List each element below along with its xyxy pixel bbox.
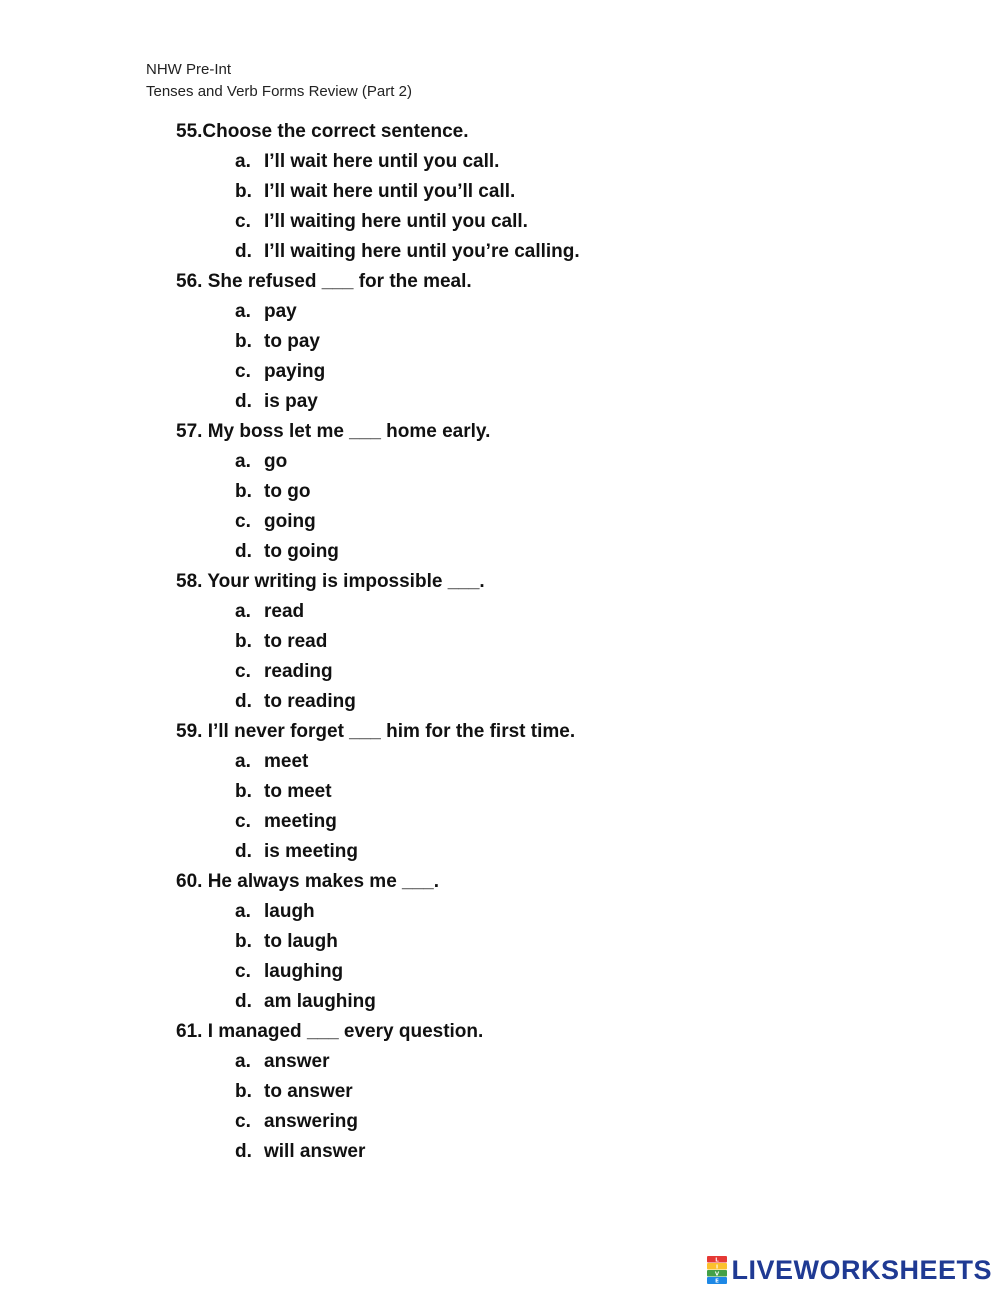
option-text: to laugh bbox=[264, 931, 338, 952]
option-text: meet bbox=[264, 751, 309, 772]
option-text: I’ll wait here until you call. bbox=[264, 151, 500, 172]
option-d[interactable] bbox=[176, 387, 956, 417]
option-text: to pay bbox=[264, 331, 320, 352]
option-text: is pay bbox=[264, 391, 318, 412]
option-letter: c. bbox=[235, 361, 251, 382]
option-text: laugh bbox=[264, 901, 315, 922]
document-header bbox=[146, 59, 412, 103]
header-title: Tenses and Verb Forms Review (Part 2) bbox=[146, 83, 412, 100]
question-61 bbox=[176, 1017, 956, 1167]
option-text: meeting bbox=[264, 811, 337, 832]
liveworksheets-logo bbox=[707, 1253, 992, 1287]
option-d[interactable] bbox=[176, 687, 956, 717]
option-b[interactable] bbox=[176, 327, 956, 357]
svg-text:L: L bbox=[715, 1257, 720, 1264]
option-b[interactable] bbox=[176, 927, 956, 957]
option-letter: a. bbox=[235, 301, 251, 322]
option-b[interactable] bbox=[176, 777, 956, 807]
option-letter: b. bbox=[235, 181, 252, 202]
option-d[interactable] bbox=[176, 837, 956, 867]
option-letter: d. bbox=[235, 841, 252, 862]
option-letter: b. bbox=[235, 631, 252, 652]
option-text: pay bbox=[264, 301, 297, 322]
option-letter: a. bbox=[235, 901, 251, 922]
svg-text:E: E bbox=[715, 1278, 720, 1284]
option-c[interactable] bbox=[176, 207, 956, 237]
option-text: answering bbox=[264, 1111, 358, 1132]
question-stem: 61. I managed ___ every question. bbox=[176, 1021, 484, 1042]
option-a[interactable] bbox=[176, 897, 956, 927]
option-text: laughing bbox=[264, 961, 344, 982]
option-text: I’ll waiting here until you’re calling. bbox=[264, 241, 580, 262]
option-a[interactable] bbox=[176, 597, 956, 627]
option-letter: d. bbox=[235, 991, 252, 1012]
question-55 bbox=[176, 117, 956, 267]
option-c[interactable] bbox=[176, 657, 956, 687]
option-letter: a. bbox=[235, 751, 251, 772]
option-letter: b. bbox=[235, 931, 252, 952]
option-letter: c. bbox=[235, 961, 251, 982]
option-letter: a. bbox=[235, 151, 251, 172]
option-text: paying bbox=[264, 361, 326, 382]
option-c[interactable] bbox=[176, 357, 956, 387]
option-text: read bbox=[264, 601, 305, 622]
option-letter: a. bbox=[235, 1051, 251, 1072]
option-text: is meeting bbox=[264, 841, 358, 862]
option-a[interactable] bbox=[176, 747, 956, 777]
liveworksheets-logo-text: LIVEWORKSHEETS bbox=[731, 1255, 992, 1285]
option-letter: c. bbox=[235, 511, 251, 532]
svg-text:I: I bbox=[716, 1264, 719, 1271]
option-letter: d. bbox=[235, 241, 252, 262]
option-text: I’ll wait here until you’ll call. bbox=[264, 181, 516, 202]
option-text: answer bbox=[264, 1051, 330, 1072]
question-stem: 57. My boss let me ___ home early. bbox=[176, 421, 491, 442]
option-text: I’ll waiting here until you call. bbox=[264, 211, 528, 232]
liveworksheets-logo-icon bbox=[707, 1256, 727, 1284]
option-a[interactable] bbox=[176, 297, 956, 327]
option-a[interactable] bbox=[176, 447, 956, 477]
option-letter: d. bbox=[235, 541, 252, 562]
option-letter: c. bbox=[235, 811, 251, 832]
header-course: NHW Pre-Int bbox=[146, 61, 232, 78]
option-letter: a. bbox=[235, 451, 251, 472]
option-b[interactable] bbox=[176, 477, 956, 507]
option-letter: b. bbox=[235, 331, 252, 352]
option-d[interactable] bbox=[176, 987, 956, 1017]
option-text: to go bbox=[264, 481, 311, 502]
option-text: to meet bbox=[264, 781, 332, 802]
question-60 bbox=[176, 867, 956, 1017]
option-letter: c. bbox=[235, 211, 251, 232]
option-b[interactable] bbox=[176, 177, 956, 207]
option-text: to reading bbox=[264, 691, 356, 712]
option-letter: b. bbox=[235, 481, 252, 502]
option-c[interactable] bbox=[176, 507, 956, 537]
option-text: to answer bbox=[264, 1081, 353, 1102]
question-stem: 55.Choose the correct sentence. bbox=[176, 121, 469, 142]
option-letter: d. bbox=[235, 691, 252, 712]
option-d[interactable] bbox=[176, 1137, 956, 1167]
question-stem: 56. She refused ___ for the meal. bbox=[176, 271, 472, 292]
option-text: reading bbox=[264, 661, 333, 682]
option-c[interactable] bbox=[176, 1107, 956, 1137]
option-letter: c. bbox=[235, 661, 251, 682]
option-b[interactable] bbox=[176, 1077, 956, 1107]
option-text: go bbox=[264, 451, 288, 472]
option-text: will answer bbox=[264, 1141, 366, 1162]
option-text: to going bbox=[264, 541, 339, 562]
option-letter: a. bbox=[235, 601, 251, 622]
option-letter: d. bbox=[235, 391, 252, 412]
option-a[interactable] bbox=[176, 1047, 956, 1077]
option-letter: c. bbox=[235, 1111, 251, 1132]
option-letter: b. bbox=[235, 1081, 252, 1102]
option-d[interactable] bbox=[176, 537, 956, 567]
option-letter: d. bbox=[235, 1141, 252, 1162]
question-stem: 59. I’ll never forget ___ him for the first time. bbox=[176, 721, 576, 742]
question-59 bbox=[176, 717, 956, 867]
question-56 bbox=[176, 267, 956, 417]
question-stem: 58. Your writing is impossible ___. bbox=[176, 571, 485, 592]
question-list bbox=[176, 117, 956, 1167]
question-stem: 60. He always makes me ___. bbox=[176, 871, 440, 892]
question-58 bbox=[176, 567, 956, 717]
option-text: to read bbox=[264, 631, 328, 652]
option-c[interactable] bbox=[176, 957, 956, 987]
option-letter: b. bbox=[235, 781, 252, 802]
option-c[interactable] bbox=[176, 807, 956, 837]
option-text: am laughing bbox=[264, 991, 376, 1012]
option-b[interactable] bbox=[176, 627, 956, 657]
option-a[interactable] bbox=[176, 147, 956, 177]
svg-text:V: V bbox=[715, 1271, 720, 1278]
option-d[interactable] bbox=[176, 237, 956, 267]
option-text: going bbox=[264, 511, 316, 532]
question-57 bbox=[176, 417, 956, 567]
